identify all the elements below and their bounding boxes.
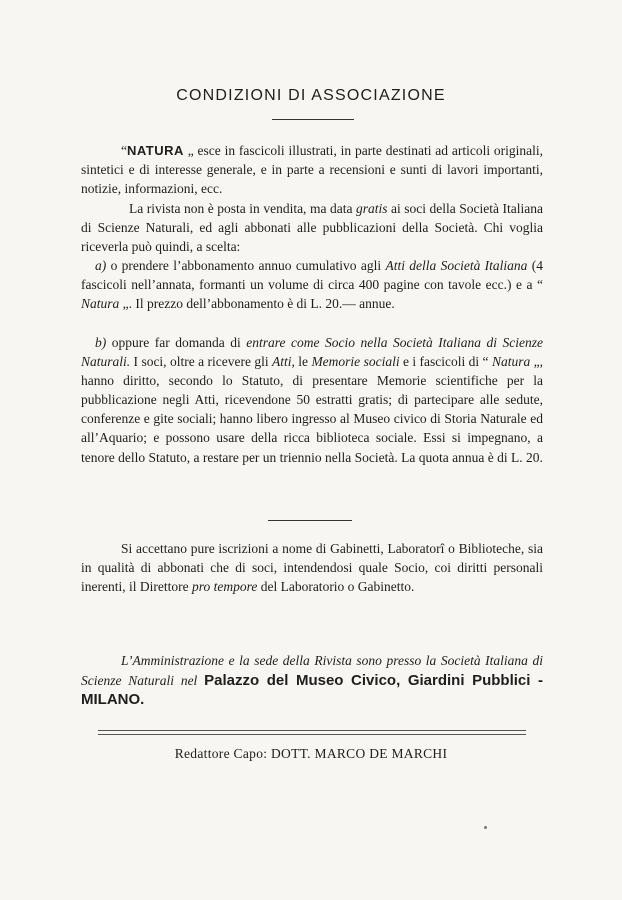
rivista-text-a: La rivista non è posta in vendita, ma data	[129, 201, 356, 216]
page-title: CONDIZIONI DI ASSOCIAZIONE	[176, 87, 446, 104]
iscrizioni-paragraph	[81, 539, 543, 596]
title-divider	[272, 119, 354, 120]
option-a-label: a)	[95, 258, 107, 273]
gratis-italic: gratis	[355, 201, 388, 216]
pro-tempore-italic: pro tempore	[191, 579, 258, 595]
iscrizioni-text-a: Si accettano pure iscrizioni a nome di Gabinetti, Laboratorî o Biblioteche, sia in qualità di abbonati che di soci, intendendosi quale Socio, coi diritti personali inerenti, il Direttore	[81, 541, 543, 595]
administration-paragraph	[81, 651, 543, 710]
natura-italic-b: Natura	[491, 354, 531, 370]
entrare-italic: entrare come Socio nella Società Italiana di Scienze Naturali.	[81, 335, 543, 370]
option-a-text-c: „. Il prezzo dell’abbonamento è di L. 20.— annue.	[119, 296, 395, 312]
rivista-paragraph	[81, 199, 543, 256]
administration-address: Palazzo del Museo Civico, Giardini Pubblici - MILANO.	[81, 671, 543, 708]
option-a-paragraph	[81, 256, 543, 313]
iscrizioni-text-b: del Laboratorio o Gabinetto.	[257, 579, 415, 595]
paper-speck	[484, 826, 487, 829]
option-a-text-b: (4 fascicoli nell’annata, formanti un volume di circa 400 pagine con tavole ecc.) e a “	[81, 258, 543, 293]
atti-italic: Atti della Società Italiana	[385, 258, 528, 273]
atti-italic-b: Atti,	[272, 354, 295, 370]
section-divider	[268, 520, 352, 521]
option-b-text-a: oppure far domanda di	[106, 335, 247, 350]
intro-text: esce in fascicoli illustrati, in parte destinati ad articoli originali, sintetici e di interesse generale, e in parte a recensioni e sunti di lavori importanti, notizie, informazioni, ecc.	[81, 143, 543, 197]
double-rule-top	[98, 730, 526, 731]
natura-title: NATURA	[127, 143, 184, 158]
option-b-text-e: „, hanno diritto, secondo lo Statuto, di presentare Memorie scientifiche per la pubblicazione negli Atti, ricevendone 50 estratti gratis; di partecipare alle sedute, conferenze e gite sociali; hanno libero ingresso al Museo civico di Storia Naturale ed all’Aquario; e possono usare della ricca biblioteca sociale. Essi si impegnano, a tenore dello Statuto, a restare per un triennio nella Società. La quota annua è di L. 20.	[81, 354, 543, 465]
memorie-italic: Memorie sociali	[311, 354, 400, 370]
option-b-label: b)	[95, 335, 107, 350]
natura-italic: Natura	[81, 296, 120, 312]
option-b-paragraph	[81, 333, 543, 467]
option-b-text-c: le	[294, 354, 312, 370]
option-b-text-b: I soci, oltre a ricevere gli	[130, 354, 273, 370]
double-rule-bottom	[98, 734, 526, 735]
editor-line: Redattore Capo: DOTT. MARCO DE MARCHI	[174, 746, 448, 761]
open-quote: “	[121, 143, 127, 158]
option-a-text-a: o prendere l’abbonamento annuo cumulativo agli	[106, 258, 386, 273]
intro-paragraph	[81, 141, 543, 198]
option-b-text-d: e i fascicoli di “	[399, 354, 492, 370]
administration-italic: L’Amministrazione e la sede della Rivista sono presso la Società Italiana di Scienze Naturali nel	[81, 653, 543, 688]
rivista-text-b: ai soci della Società Italiana di Scienze Naturali, ed agli abbonati alle pubblicazioni della Società. Chi voglia riceverla può quindi, a scelta:	[81, 201, 544, 255]
close-quote: „	[183, 143, 194, 158]
